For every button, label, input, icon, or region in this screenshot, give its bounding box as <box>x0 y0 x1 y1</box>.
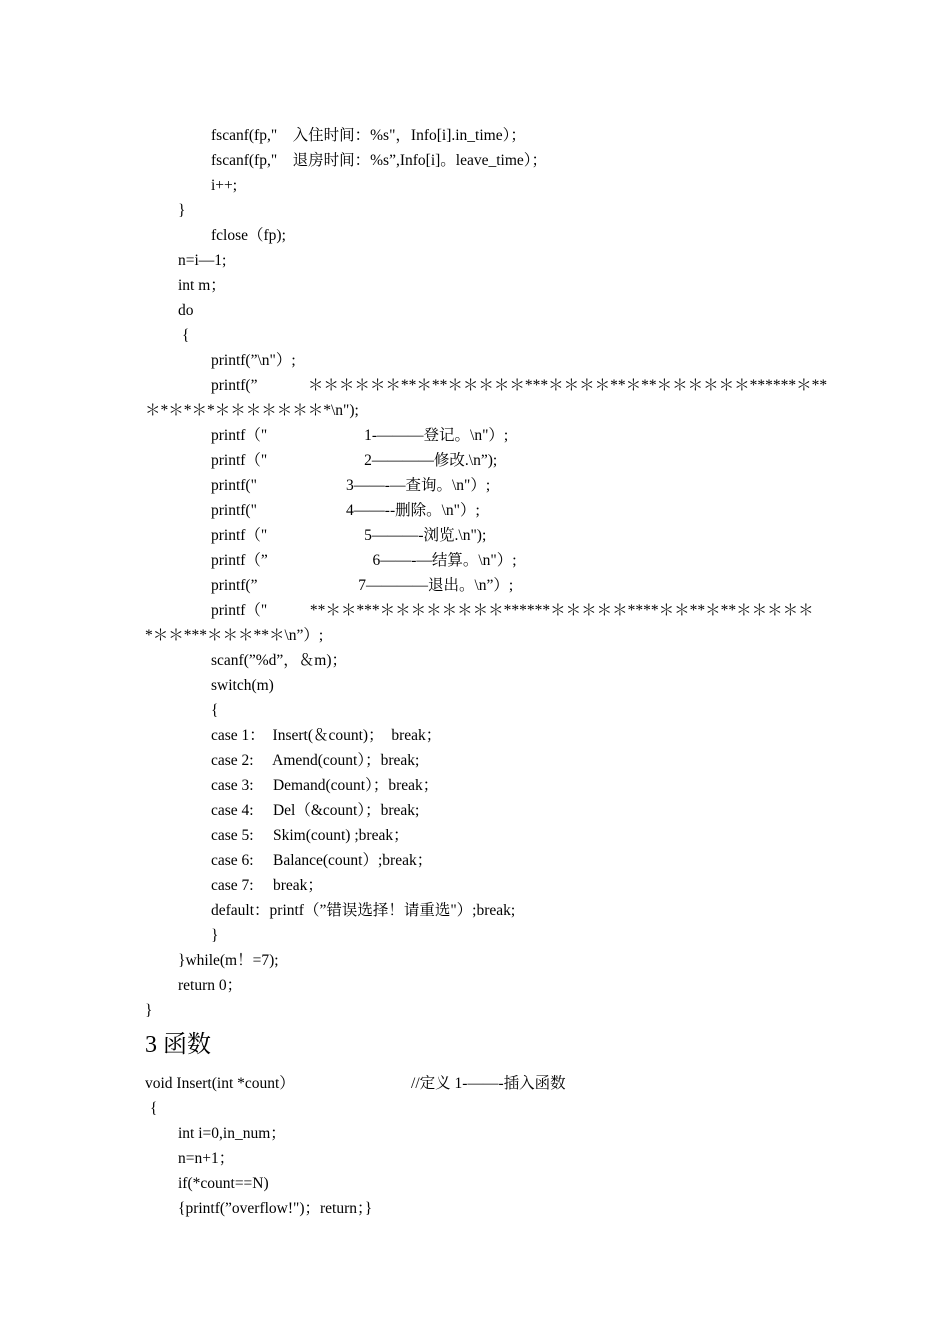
code-line: printf(" 3——-—查询。\n"）; <box>211 477 491 494</box>
code-line: printf(" 4——--删除。\n"）; <box>211 502 480 519</box>
code-line: scanf(”%d”，＆m)； <box>211 652 348 669</box>
code-line: i++; <box>211 177 238 194</box>
code-line: case 5: Skim(count) ;break； <box>211 827 409 844</box>
code-line: }while(m！=7); <box>178 952 279 969</box>
code-line: case 1： Insert(＆count)； break； <box>211 727 442 744</box>
code-line: int i=0,in_num； <box>178 1125 286 1142</box>
code-line: } <box>211 927 219 944</box>
code-line: printf（” 6——-—结算。\n"）; <box>211 552 517 569</box>
code-line: int m； <box>178 277 226 294</box>
code-line: fscanf(fp," 退房时间：%s”,Info[i]。leave_time）； <box>211 152 548 169</box>
code-line: printf(”\n"）; <box>211 352 296 369</box>
code-line: n=i—1; <box>178 252 227 269</box>
code-line: { <box>182 327 190 344</box>
code-line: n=n+1； <box>178 1150 235 1167</box>
code-line: case 3: Demand(count）；break； <box>211 777 439 794</box>
code-line: default：printf（”错误选择！请重选"）;break; <box>211 902 516 919</box>
code-line: printf（" 5———-浏览.\n"); <box>211 527 487 544</box>
code-line: printf（" 2————修改.\n”); <box>211 452 498 469</box>
code-line: case 6: Balance(count）;break； <box>211 852 433 869</box>
code-line: case 4: Del（&count）；break; <box>211 802 420 819</box>
code-line: {printf(”overflow!")；return；} <box>178 1200 373 1217</box>
section-heading: 3 函数 <box>145 1032 211 1058</box>
code-line: void Insert(int *count） //定义 1-——-插入函数 <box>145 1075 566 1092</box>
code-line: do <box>178 302 194 319</box>
code-line: switch(m) <box>211 677 274 694</box>
code-line: fclose（fp); <box>211 227 286 244</box>
code-line: ＊*＊*＊*＊＊＊＊＊＊＊*\n"); <box>145 402 359 419</box>
code-line: case 2: Amend(count）；break; <box>211 752 420 769</box>
code-line: { <box>150 1100 158 1117</box>
code-line: *＊＊***＊＊＊**＊\n”）; <box>145 627 324 644</box>
code-line: return 0； <box>178 977 243 994</box>
code-line: printf(” ＊＊＊＊＊＊**＊**＊＊＊＊＊***＊＊＊＊**＊**＊＊＊＊＊＊******＊** <box>211 377 828 394</box>
code-line: } <box>145 1002 153 1019</box>
code-line: { <box>211 702 219 719</box>
code-line: } <box>178 202 186 219</box>
code-line: printf（" 1-———登记。\n"）; <box>211 427 509 444</box>
code-line: printf(” 7————退出。\n”）; <box>211 577 514 594</box>
code-line: if(*count==N) <box>178 1175 269 1192</box>
code-line: fscanf(fp," 入住时间：%s"，Info[i].in_time）； <box>211 127 526 144</box>
code-line: printf（" **＊＊***＊＊＊＊＊＊＊＊******＊＊＊＊＊****＊＊**＊**＊＊＊＊＊ <box>211 602 814 619</box>
code-line: case 7: break； <box>211 877 323 894</box>
